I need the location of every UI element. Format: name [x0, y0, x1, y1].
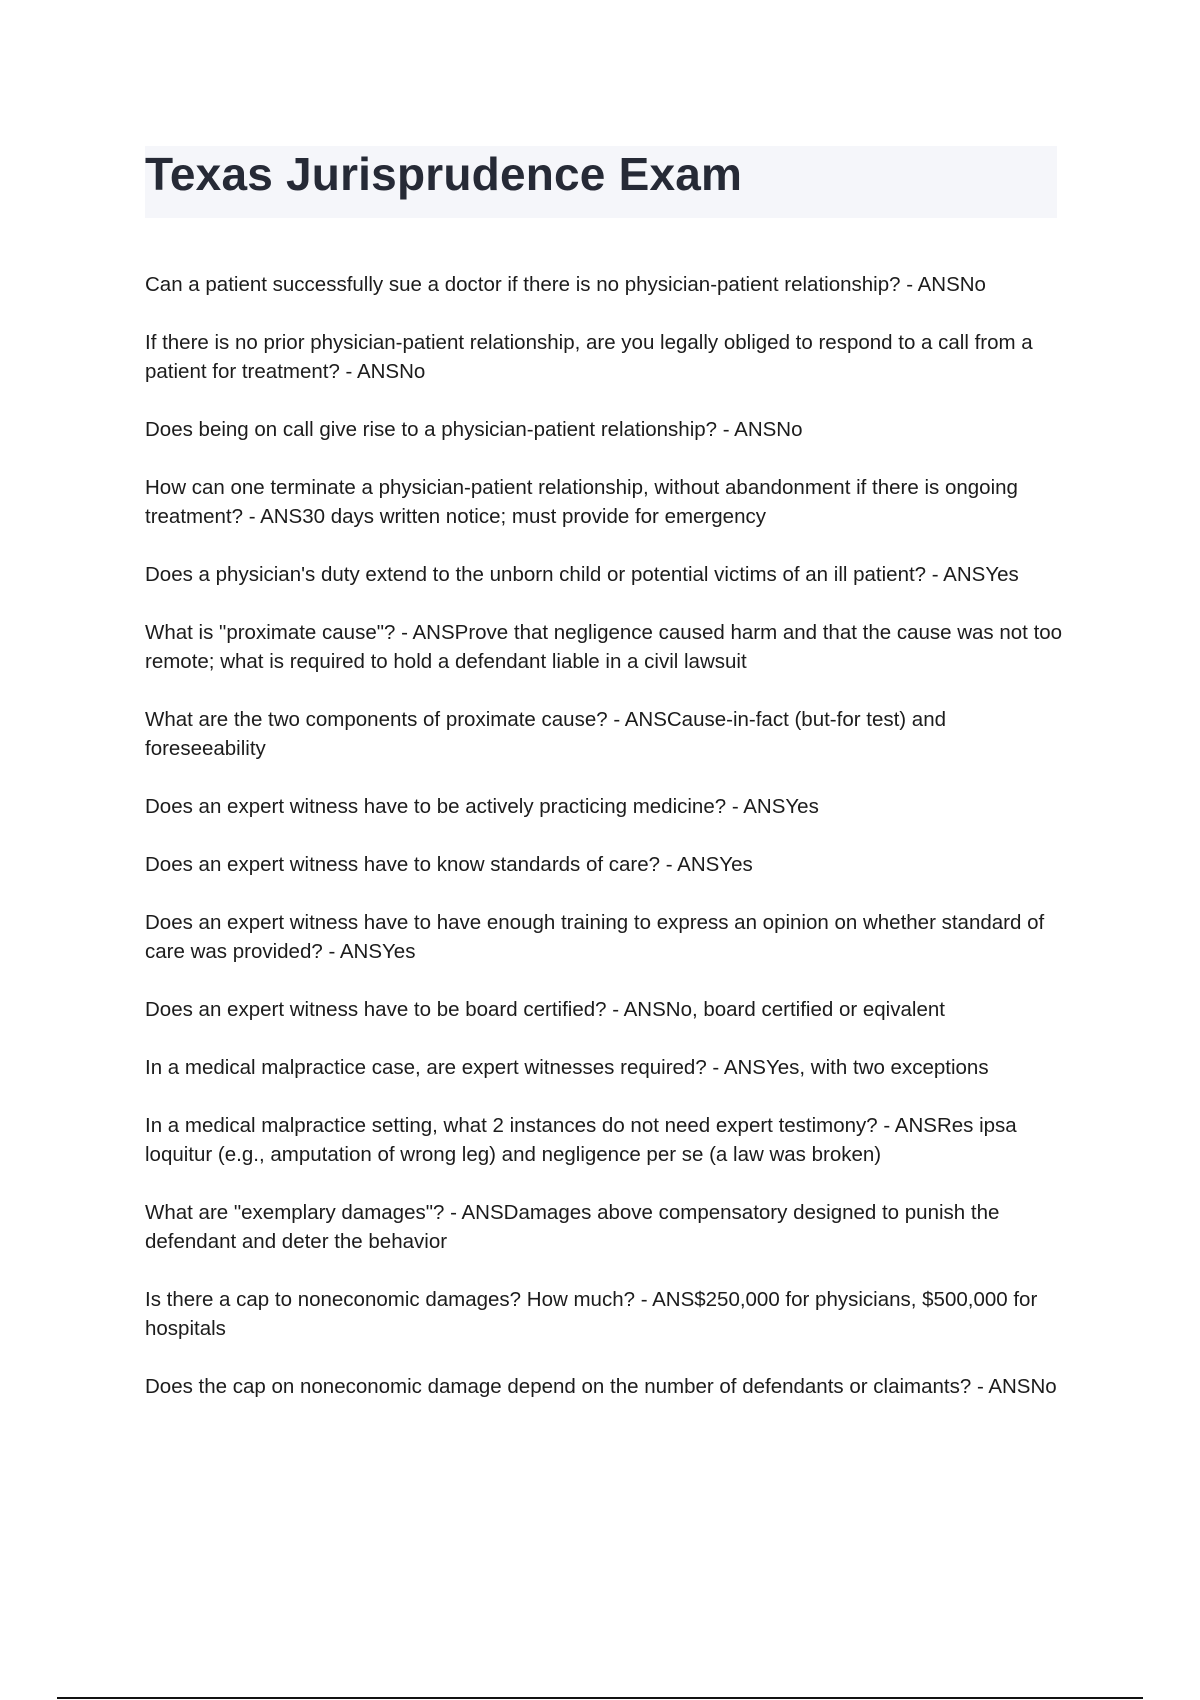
qa-item: In a medical malpractice case, are expert witnesses required? - ANSYes, with two exceptions: [145, 1056, 989, 1079]
qa-item: Does being on call give rise to a physician-patient relationship? - ANSNo: [145, 418, 803, 441]
qa-item: Is there a cap to noneconomic damages? How much? - ANS$250,000 for physicians, $500,000 for hospitals: [145, 1288, 1038, 1340]
qa-item: Does a physician's duty extend to the unborn child or potential victims of an ill patient? - ANSYes: [145, 563, 1019, 586]
qa-item: In a medical malpractice setting, what 2 instances do not need expert testimony? - ANSRes ipsa loquitur (e.g., amputation of wrong leg) and negligence per se (a law was broken): [145, 1114, 1017, 1166]
question-answer-list: [145, 270, 1065, 1430]
qa-item: Does the cap on noneconomic damage depend on the number of defendants or claimants? - ANSNo: [145, 1375, 1057, 1398]
qa-item: What is "proximate cause"? - ANSProve that negligence caused harm and that the cause was not too remote; what is required to hold a defendant liable in a civil lawsuit: [145, 621, 1063, 673]
page-title: Texas Jurisprudence Exam: [145, 148, 743, 200]
qa-item: Does an expert witness have to be board certified? - ANSNo, board certified or eqivalent: [145, 998, 945, 1021]
qa-item: What are the two components of proximate cause? - ANSCause-in-fact (but-for test) and foreseeability: [145, 708, 947, 760]
qa-item: How can one terminate a physician-patient relationship, without abandonment if there is ongoing treatment? - ANS30 days written notice; must provide for emergency: [145, 476, 1018, 528]
qa-item: Can a patient successfully sue a doctor if there is no physician-patient relationship? - ANSNo: [145, 273, 986, 296]
qa-item: Does an expert witness have to be actively practicing medicine? - ANSYes: [145, 795, 819, 818]
qa-item: Does an expert witness have to know standards of care? - ANSYes: [145, 853, 753, 876]
page-bottom-rule: [57, 1697, 1143, 1699]
qa-item: What are "exemplary damages"? - ANSDamages above compensatory designed to punish the defendant and deter the behavior: [145, 1201, 1000, 1253]
qa-item: Does an expert witness have to have enough training to express an opinion on whether standard of care was provided? - ANSYes: [145, 911, 1045, 963]
qa-item: If there is no prior physician-patient relationship, are you legally obliged to respond to a call from a patient for treatment? - ANSNo: [145, 331, 1033, 383]
